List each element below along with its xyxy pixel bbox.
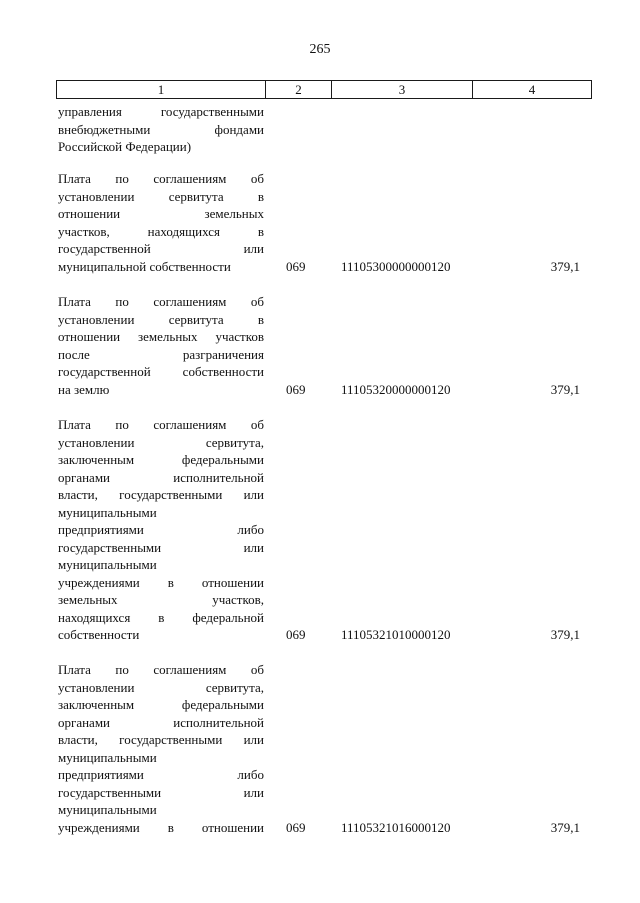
budget-classification-code: 11105321016000120 bbox=[341, 819, 451, 835]
amount: 379,1 bbox=[550, 627, 580, 642]
description-line: муниципальной собственности bbox=[58, 258, 231, 274]
description-line: органами исполнительной bbox=[58, 714, 264, 730]
row-description bbox=[58, 293, 264, 398]
description-line: на землю bbox=[58, 381, 110, 397]
header-col-2: 2 bbox=[266, 81, 332, 98]
amount: 379,1 bbox=[550, 819, 580, 835]
description-line: предприятиями либо bbox=[58, 767, 264, 782]
description-line: отношении земельных участков bbox=[58, 329, 264, 344]
description-line: государственными или bbox=[58, 539, 264, 555]
admin-code: 069 bbox=[286, 381, 306, 397]
page-number: 265 bbox=[309, 42, 331, 57]
description-line: отношении земельных bbox=[58, 206, 264, 221]
description-line: установлении сервитута, bbox=[58, 434, 264, 450]
description-line: государственной собственности bbox=[58, 364, 264, 379]
description-line: земельных участков, bbox=[58, 592, 264, 607]
description-line: учреждениями в отношении bbox=[58, 574, 264, 590]
description-line: муниципальными bbox=[58, 557, 157, 572]
header-col-3: 3 bbox=[332, 81, 473, 98]
description-line: после разграничения bbox=[58, 346, 264, 362]
amount: 379,1 bbox=[550, 258, 580, 274]
description-line: заключенным федеральными bbox=[58, 697, 264, 712]
description-line: находящихся в федеральной bbox=[58, 609, 264, 625]
description-line: Плата по соглашениям об bbox=[58, 294, 264, 309]
description-line: собственности bbox=[58, 627, 140, 642]
description-line: власти, государственными или bbox=[58, 732, 264, 747]
row-description bbox=[58, 416, 264, 644]
budget-classification-code: 11105320000000120 bbox=[341, 381, 451, 397]
description-line: органами исполнительной bbox=[58, 469, 264, 485]
admin-code: 069 bbox=[286, 627, 306, 642]
description-line: государственной или bbox=[58, 241, 264, 256]
budget-classification-code: 11105300000000120 bbox=[341, 258, 451, 274]
description-line: Плата по соглашениям об bbox=[58, 417, 264, 432]
admin-code: 069 bbox=[286, 819, 306, 835]
description-line: муниципальными bbox=[58, 749, 157, 765]
table-header-row bbox=[56, 80, 592, 99]
header-col-4: 4 bbox=[528, 82, 536, 97]
description-line: власти, государственными или bbox=[58, 487, 264, 502]
row-description bbox=[58, 170, 264, 275]
description-line: предприятиями либо bbox=[58, 522, 264, 537]
description-line: муниципальными bbox=[58, 504, 157, 520]
description-line: участков, находящихся в bbox=[58, 223, 264, 239]
description-line: установлении сервитута в bbox=[58, 188, 264, 204]
header-col-1: 1 bbox=[57, 81, 266, 98]
description-line: заключенным федеральными bbox=[58, 452, 264, 467]
row-description bbox=[58, 103, 264, 156]
description-line: учреждениями в отношении bbox=[58, 819, 264, 835]
description-line: муниципальными bbox=[58, 802, 157, 817]
row-description bbox=[58, 661, 264, 836]
budget-classification-code: 11105321010000120 bbox=[341, 627, 451, 642]
description-line: государственными или bbox=[58, 784, 264, 800]
admin-code: 069 bbox=[286, 258, 306, 274]
description-line: Российской Федерации) bbox=[58, 139, 192, 154]
description-line: Плата по соглашениям об bbox=[58, 662, 264, 677]
amount: 379,1 bbox=[550, 381, 580, 397]
description-line: установлении сервитута в bbox=[58, 311, 264, 327]
description-line: управления государственными bbox=[58, 104, 264, 119]
description-line: Плата по соглашениям об bbox=[58, 171, 264, 186]
description-line: внебюджетными фондами bbox=[58, 121, 264, 137]
description-line: установлении сервитута, bbox=[58, 679, 264, 695]
